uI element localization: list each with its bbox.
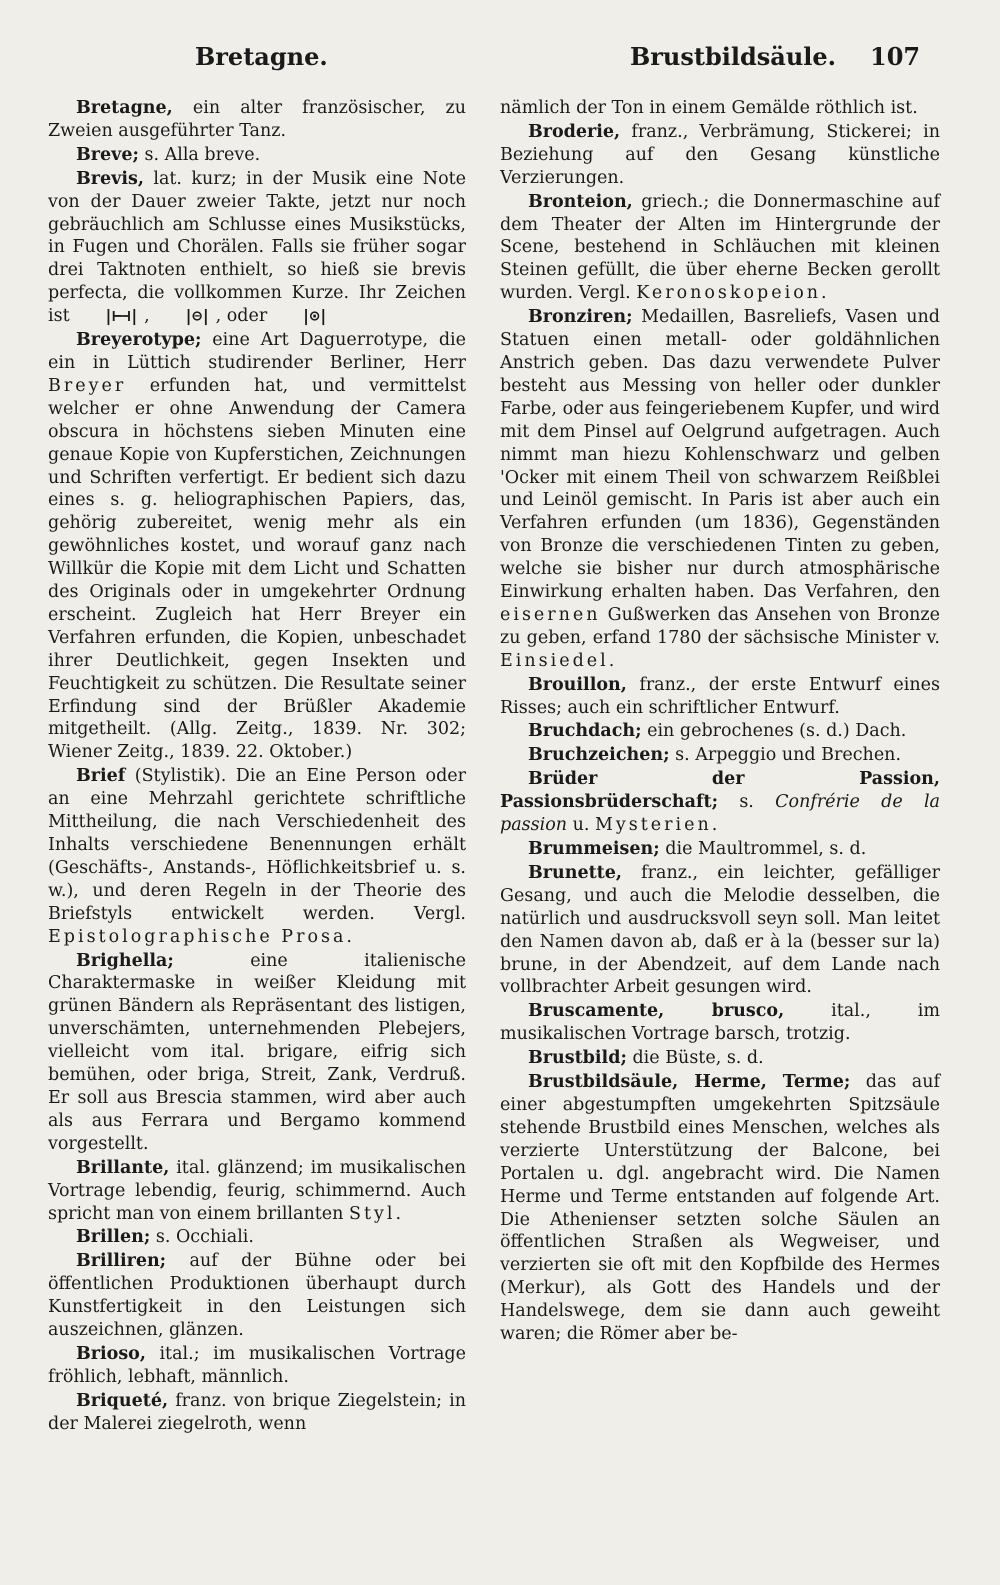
entry-brillante — [40, 1157, 466, 1226]
entry-text: s. Arpeggio und Brechen. — [669, 745, 902, 766]
entry-continuation — [492, 97, 940, 120]
left-column — [40, 97, 466, 1436]
entry-text: eine italienische Charaktermaske in weißer Kleidung mit grünen Bändern als Repräsentant des listigen, unverschämten, unternehmenden Plebejers, vielleicht vom ital. brigare, eifrig sich bemühen, oder briga, Streit, Zank, Verdruß. Er soll aus Brescia stammen, wird aber auch als aus Ferrara und Bergamo kommend vorgestellt. — [48, 950, 466, 1154]
header-left-title: Bretagne. — [195, 42, 328, 71]
headword: Breve; — [76, 144, 139, 165]
entry-bruchdach — [492, 720, 940, 743]
headword: Brevis, — [76, 168, 144, 189]
headword: Brioso, — [76, 1343, 146, 1364]
entry-brevis — [40, 168, 466, 328]
headword: Bruchdach; — [528, 721, 642, 742]
entry-text: , — [144, 306, 150, 327]
headword: Bretagne, — [76, 98, 173, 118]
entry-text: lat. kurz; in der Musik eine Note von der Dauer zweier Takte, jetzt nur noch gebräuchlich am Schlusse eines Musikstücks, in Fugen und Chorälen. Falls sie früher sogar drei Taktnoten enthielt, so hieß sie brevis perfecta, die vollkommen Kurze. Ihr Zeichen ist — [48, 168, 466, 327]
headword: Bruscamente, brusco, — [528, 1001, 785, 1022]
entry-bruscamente — [492, 1000, 940, 1046]
spaced-name: Einsiedel. — [500, 650, 618, 671]
entry-brustbildsaeule — [492, 1071, 940, 1346]
entry-brief — [40, 765, 466, 948]
entry-text: das auf einer abgestumpften umgekehrten Spitzsäule stehende Brustbild eines Menschen, welches als verzierte Unterstützung der Balcone, bei Portalen u. dgl. angebracht wird. Die Namen Herme und Terme entstanden auf folgende Art. Die Athenienser setzten solche Säulen an öffentlichen Straßen als Wegweiser, und verzierten sie oft mit den Kopfbilde des Hermes (Merkur), als Gott des Handels und der Handelswege, dem sie dann auch geweiht waren; die Römer aber be- — [500, 1072, 940, 1345]
entry-brighella — [40, 950, 466, 1156]
entry-text: die Maultrommel, s. d. — [659, 839, 867, 859]
spaced-word: eisernen — [500, 604, 601, 625]
headword: Brunette, — [528, 862, 622, 883]
headword: Brighella; — [76, 950, 174, 971]
entry-bronteion — [492, 191, 940, 306]
entry-text: franz., Verbrämung, Stickerei; in Beziehung auf den Gesang künstliche Verzierungen. — [500, 121, 940, 188]
entry-brummeisen — [492, 838, 940, 861]
headword: Bronziren; — [528, 307, 633, 328]
entry-text: , oder — [215, 306, 268, 327]
entry-text: erfunden hat, und vermittelst welcher er ohne Anwendung der Camera obscura in höchstens sieben Minuten eine genaue Kopie von Kupferstichen, Zeichnungen und Schriften verfertigt. Er bedient sich dazu eines s. g. heliographischen Papiers, das, gehörig zubereitet, wenig mehr als ein gewöhnliches kostet, und worauf ganz nach Willkür die Kopie mit dem Licht und Schatten des Originals oder in umgekehrter Ordnung erscheint. Zugleich hat Herr Breyer ein Verfahren erfunden, die Kopien, unbeschadet ihrer Deutlichkeit, gegen Insekten und Feuchtigkeit zu schützen. Die Resultate seiner Erfindung sind der Brüßler Akademie mitgetheilt. (Allg. Zeitg., 1839. Nr. 302; Wiener Zeitg., 1839. 22. Oktober.) — [48, 375, 466, 763]
headword: Brummeisen; — [528, 839, 660, 859]
entry-brioso — [40, 1343, 466, 1389]
entry-text: s. Occhiali. — [150, 1227, 254, 1248]
entry-briquete — [40, 1390, 466, 1436]
breve-symbol-3: |⊙| — [301, 306, 328, 326]
headword: Breyerotype; — [76, 330, 202, 351]
entry-text: (Stylistik). Die an Eine Person oder an eine Mehrzahl gerichtete schriftliche Mittheilung, die nach Verschiedenheit des Inhalts verschiedene Benennungen erhält (Geschäfts-, Anstands-, Höflichkeitsbrief u. s. w.), und deren Regeln in der Theorie des Briefstyls entwickelt werden. Vergl. — [48, 766, 466, 924]
header-right-title: Brustbildsäule. — [630, 42, 837, 71]
entry-text: Gußwerken das Ansehen von Bronze zu geben, erfand 1780 der sächsische Minister v. — [500, 604, 940, 648]
headword: Brillante, — [76, 1157, 170, 1178]
headword: Bruchzeichen; — [528, 745, 670, 766]
cross-reference: Styl. — [348, 1203, 405, 1224]
page-number: 107 — [870, 42, 921, 71]
headword: Brillen; — [76, 1227, 151, 1248]
entry-brueder-der-passion — [492, 768, 940, 837]
entry-text: ein gebrochenes (s. d.) Dach. — [641, 721, 907, 742]
entry-text: die Büste, s. d. — [626, 1048, 764, 1069]
spaced-name: Breyer — [48, 375, 127, 396]
running-header — [0, 42, 1000, 82]
entry-text: eine Art Daguerrotype, die ein in Lüttich studirender Berliner, Herr — [48, 330, 466, 373]
entry-text: ein alter französischer, zu Zweien ausgeführter Tanz. — [48, 98, 466, 141]
entry-breve — [40, 144, 466, 167]
entry-text: franz., ein leichter, gefälliger Gesang, und auch die Melodie desselben, die natürlich und ausdrucksvoll seyn soll. Man leitet den Namen davon ab, daß er à la (besser sur la) brune, in der Abendzeit, auf dem Lande nach vollbrachter Arbeit gesungen wird. — [500, 862, 940, 998]
entry-text: s. — [718, 792, 776, 813]
entry-broderie — [492, 121, 940, 190]
headword: Brilliren; — [76, 1251, 167, 1272]
headword: Broderie, — [528, 121, 621, 142]
cross-reference: Mysterien. — [594, 815, 721, 836]
italic-reference: Confrérie de la passion — [500, 792, 940, 836]
headword: Brüder der Passion, Passionsbrüderschaft; — [500, 769, 940, 813]
breve-symbol-1: |⊢⊣| — [103, 306, 139, 326]
entry-text: franz., der erste Entwurf eines Risses; auch ein schriftlicher Entwurf. — [500, 674, 940, 718]
headword: Bronteion, — [528, 191, 633, 212]
entry-text: griech.; die Donnermaschine auf dem Theater der Alten im Hintergrunde der Scene, bestehend in Schläuchen mit kleinen Steinen gefüllt, die über eherne Becken gerollt wurden. Vergl. — [500, 191, 940, 304]
entry-bruchzeichen — [492, 744, 940, 767]
entry-brillen — [40, 1226, 466, 1249]
headword: Brief — [76, 766, 126, 787]
cross-reference: Keronoskopeion. — [636, 283, 830, 304]
entry-text: franz. von brique Ziegelstein; in der Malerei ziegelroth, wenn — [48, 1390, 466, 1434]
cross-reference: Epistolographische Prosa. — [48, 926, 355, 947]
entry-text: s. Alla breve. — [138, 144, 261, 165]
entry-breyerotype — [40, 329, 466, 764]
entry-bronziren — [492, 306, 940, 673]
entry-brustbild — [492, 1047, 940, 1070]
entry-brilliren — [40, 1250, 466, 1342]
headword: Brouillon, — [528, 674, 627, 695]
entry-text: ital. glänzend; im musikalischen Vortrage lebendig, feurig, schimmernd. Auch spricht man von einem brillanten — [48, 1157, 466, 1224]
entry-brunette — [492, 862, 940, 999]
headword: Briqueté, — [76, 1390, 169, 1411]
entry-text: ital.; im musikalischen Vortrage fröhlich, lebhaft, männlich. — [48, 1343, 466, 1387]
breve-symbol-2: |⊖| — [183, 306, 210, 326]
headword: Brustbild; — [528, 1048, 627, 1069]
headword: Brustbildsäule, Herme, Terme; — [528, 1072, 851, 1093]
entry-text: Medaillen, Basreliefs, Vasen und Statuen einen metall- oder goldähnlichen Anstrich geben. Das dazu verwendete Pulver besteht aus Messing von heller oder dunkler Farbe, oder aus feingeriebenem Kupfer, und wird mit dem Pinsel auf Oelgrund aufgetragen. Auch nimmt man hiezu Kohlenschwarz und gelben 'Ocker mit einem Theil von schwarzem Reißblei und Leinöl gemischt. In Paris ist aber auch ein Verfahren erfunden (um 1836), Gegenständen von Bronze die verschiedenen Tinten zu geben, welche sie bisher nur durch atmosphärische Einwirkung erhalten haben. Das Verfahren, den — [500, 307, 940, 603]
entry-brouillon — [492, 674, 940, 720]
entry-text: ital., im musikalischen Vortrage barsch, trotzig. — [500, 1001, 940, 1045]
entry-bretagne — [40, 97, 466, 143]
entry-text: auf der Bühne oder bei öffentlichen Produktionen überhaupt durch Kunstfertigkeit in den Leistungen sich auszeichnen, glänzen. — [48, 1251, 466, 1341]
entry-text: nämlich der Ton in einem Gemälde röthlich ist. — [500, 98, 918, 118]
right-column — [492, 97, 940, 1346]
entry-text: u. — [567, 815, 595, 836]
